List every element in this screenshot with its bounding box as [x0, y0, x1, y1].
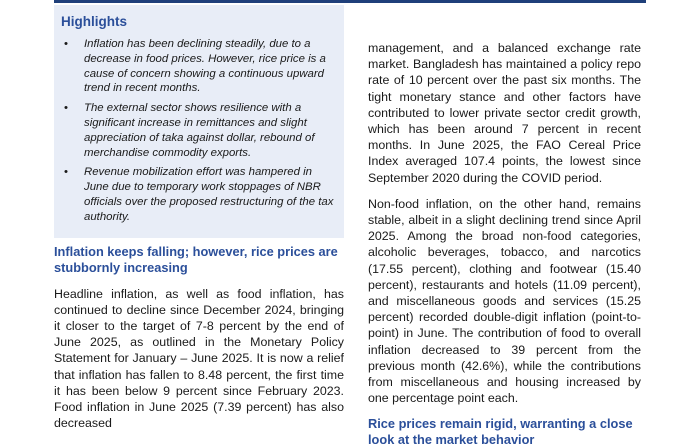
- section-heading-rice-prices: Rice prices remain rigid, warranting a close look at the market behavior: [368, 416, 633, 448]
- left-column: [54, 5, 344, 431]
- section-heading-inflation: Inflation keeps falling; however, rice prices are stubbornly increasing: [54, 243, 338, 275]
- highlights-box: [54, 5, 344, 238]
- bullet-icon: •: [64, 102, 68, 115]
- highlight-item: [62, 101, 336, 160]
- top-rule: [54, 0, 646, 3]
- bullet-icon: •: [64, 166, 68, 179]
- highlight-text: Inflation has been declining steadily, due to a decrease in food prices. However, rice price is a cause of concern showing a continuous upward trend in recent months.: [84, 38, 326, 95]
- highlight-text: Revenue mobilization effort was hampered in June due to temporary work stoppages of NBR officials over the proposed restructuring of the tax authority.: [84, 166, 334, 223]
- highlights-title: Highlights: [61, 14, 127, 29]
- right-column: [368, 40, 641, 448]
- highlight-text: The external sector shows resilience with a significant increase in remittances and slight appreciation of taka against dollar, rebound of merchandise commodity exports.: [84, 102, 315, 159]
- paragraph-monetary-policy: management, and a balanced exchange rate market. Bangladesh has maintained a policy repo rate of 10 percent over the past six months. The tight monetary stance and other factors have contributed to lower private sector credit growth, which has been around 7 percent in recent months. In June 2025, the FAO Cereal Price Index averaged 107.4 points, the lowest since September 2020 during the COVID period.: [368, 41, 641, 185]
- highlight-item: [62, 37, 336, 96]
- highlights-list: [54, 31, 344, 236]
- paragraph-non-food-inflation: Non-food inflation, on the other hand, remains stable, albeit in a slight declining trend since April 2025. Among the broad non-food categories, alcoholic beverages, tobacco, and narcotics (17.55 percent), clothing and footwear (15.40 percent), restaurants and hotels (11.09 percent), and miscellaneous goods and services (15.25 percent) recorded double-digit inflation (point-to-point) in June. The contribution of food to overall inflation decreased to 39 percent from the previous month (42.6%), while the contributions from miscellaneous and housing increased by one percentage point each.: [368, 196, 641, 406]
- paragraph-headline-inflation: Headline inflation, as well as food inflation, has continued to decline since December 2024, bringing it closer to the target of 7-8 percent by the end of June 2025, as outlined in the Monetary Policy Statement for January – June 2025. It is now a relief that inflation has fallen to 8.48 percent, the first time it has been below 9 percent since February 2023. Food inflation in June 2025 (7.39 percent) has also decreased: [54, 286, 344, 431]
- bullet-icon: •: [64, 38, 68, 50]
- highlight-item: [62, 165, 336, 224]
